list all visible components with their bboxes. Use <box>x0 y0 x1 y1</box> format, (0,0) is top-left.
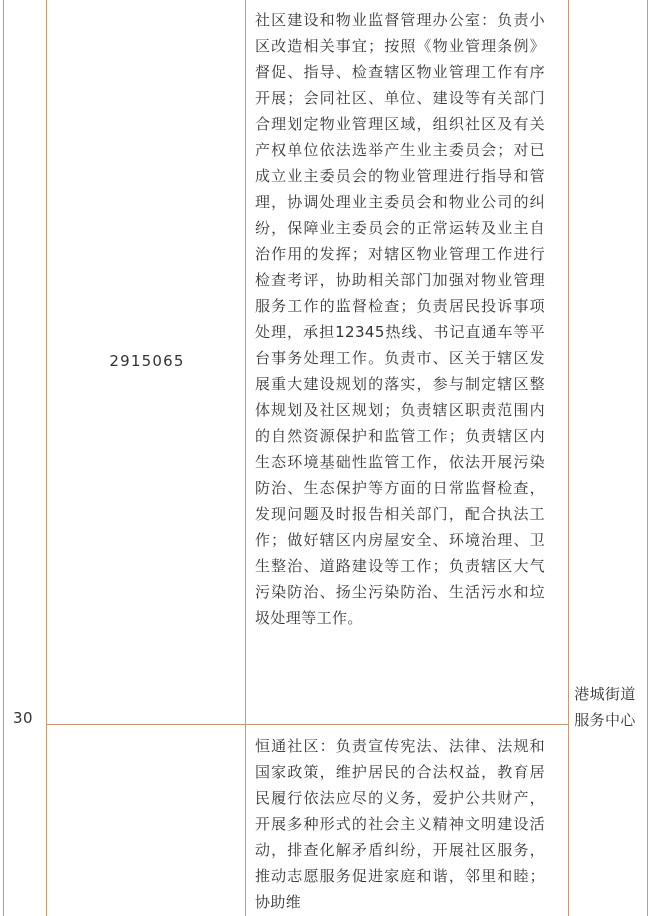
unit-name: 港城街道服务中心 <box>574 685 636 729</box>
row-divider <box>46 724 569 725</box>
duties-text: 社区建设和物业监督管理办公室：负责小区改造相关事宜；按照《物业管理条例》督促、指导、检查辖区物业管理工作有序开展；会同社区、单位、建设等有关部门合理划定物业管理区域，组织社区及有关产权单位依法选举产生业主委员会；对已成立业主委员会的物业管理进行指导和管理，协调处理业主委员会和物业公司的纠纷，保障业主委员会的正常运转及业主自治作用的发挥；对辖区物业管理工作进行检查考评，协助相关部门加强对物业管理服务工作的监督检查；负责居民投诉事项处理，承担12345热线、书记直通车等平台事务处理工作。负责市、区关于辖区发展重大建设规划的落实，参与制定辖区整体规划及社区规划；负责辖区职责范围内的自然资源保护和监管工作；负责辖区内生态环境基础性监管工作，依法开展污染防治、生态保护等方面的日常监督检查，发现问题及时报告相关部门，配合执法工作；做好辖区内房屋安全、环境治理、卫生整治、道路建设等工作；负责辖区大气污染防治、扬尘污染防治、生活污水和垃圾处理等工作。 <box>255 11 545 627</box>
duties-text-2: 恒通社区：负责宣传宪法、法律、法规和国家政策，维护居民的合法权益，教育居民履行依法应尽的义务，爱护公共财产，开展多种形式的社会主义精神文明建设活动，排查化解矛盾纠纷，开展社区服务，推动志愿服务促进家庭和谐，邻里和睦；协助维 <box>255 737 545 911</box>
column-divider-index <box>46 0 47 916</box>
column-divider-phone <box>245 0 246 916</box>
column-divider-duties <box>568 0 569 916</box>
phone-number: 2915065 <box>109 352 185 370</box>
row-number: 30 <box>13 709 33 727</box>
